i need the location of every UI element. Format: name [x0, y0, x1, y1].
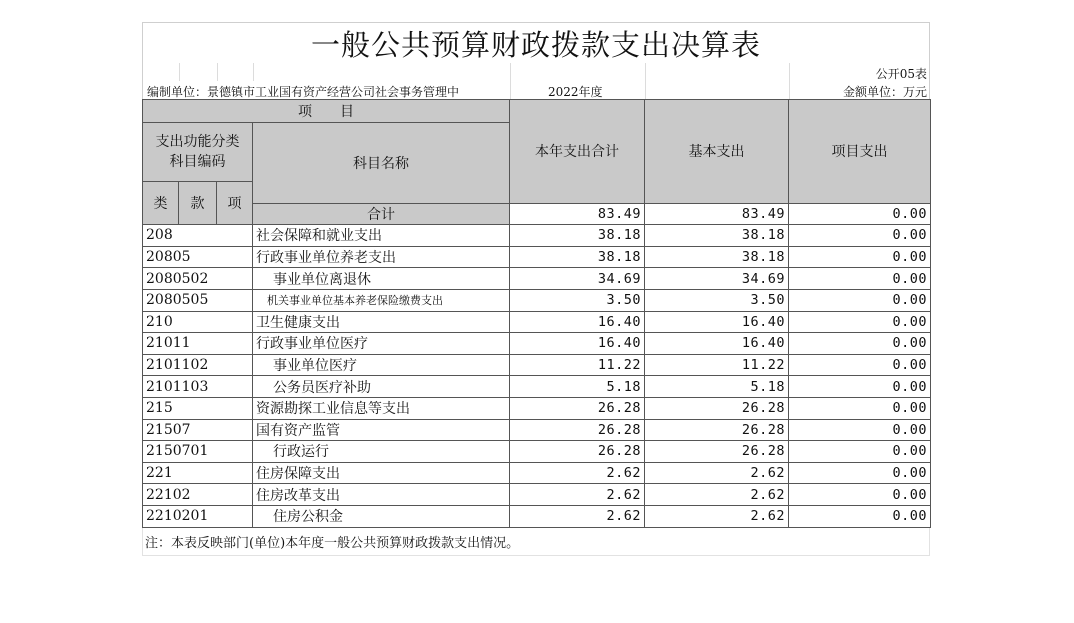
row-project: 0.00: [789, 246, 931, 268]
row-project: 0.00: [789, 268, 931, 290]
row-subject-name: 事业单位离退休: [253, 268, 510, 290]
row-subject-name: 行政运行: [253, 441, 510, 463]
row-code: 21507: [143, 419, 253, 441]
row-total: 26.28: [510, 419, 645, 441]
report-sheet: [142, 22, 930, 556]
row-project: 0.00: [789, 354, 931, 376]
row-basic: 34.69: [645, 268, 789, 290]
col-project-header: 项目支出: [789, 100, 931, 204]
row-total: 26.28: [510, 441, 645, 463]
total-sum: 83.49: [510, 203, 645, 225]
row-code: 21011: [143, 333, 253, 355]
form-code-row: [142, 63, 930, 81]
row-total: 16.40: [510, 333, 645, 355]
row-total: 16.40: [510, 311, 645, 333]
row-basic: 16.40: [645, 333, 789, 355]
total-label: 合计: [253, 203, 510, 225]
row-subject-name: 卫生健康支出: [253, 311, 510, 333]
row-basic: 16.40: [645, 311, 789, 333]
row-total: 2.62: [510, 505, 645, 527]
row-project: 0.00: [789, 333, 931, 355]
row-code: 2210201: [143, 505, 253, 527]
row-total: 26.28: [510, 397, 645, 419]
row-project: 0.00: [789, 505, 931, 527]
row-code: 20805: [143, 246, 253, 268]
row-total: 38.18: [510, 225, 645, 247]
table-row: [143, 268, 931, 290]
row-total: 2.62: [510, 462, 645, 484]
footnote: 注：本表反映部门(单位)本年度一般公共预算财政拨款支出情况。: [142, 528, 930, 556]
lei-header: 类: [143, 182, 179, 225]
table-row: [143, 333, 931, 355]
row-code: 215: [143, 397, 253, 419]
row-subject-name: 机关事业单位基本养老保险缴费支出: [253, 289, 510, 311]
row-total: 5.18: [510, 376, 645, 398]
row-project: 0.00: [789, 419, 931, 441]
total-row: [143, 203, 931, 225]
row-subject-name: 资源勘探工业信息等支出: [253, 397, 510, 419]
table-row: [143, 354, 931, 376]
row-subject-name: 行政事业单位养老支出: [253, 246, 510, 268]
form-code: 公开05表: [875, 67, 927, 81]
row-project: 0.00: [789, 311, 931, 333]
row-code: 210: [143, 311, 253, 333]
report-year: 2022年度: [548, 85, 603, 99]
table-row: [143, 246, 931, 268]
row-basic: 26.28: [645, 397, 789, 419]
row-project: 0.00: [789, 376, 931, 398]
unit-label: 编制单位：景德镇市工业国有资产经营公司社会事务管理中: [147, 85, 460, 99]
col-basic-header: 基本支出: [645, 100, 789, 204]
row-subject-name: 事业单位医疗: [253, 354, 510, 376]
row-subject-name: 住房保障支出: [253, 462, 510, 484]
expenditure-table: [142, 99, 931, 528]
row-subject-name: 住房改革支出: [253, 484, 510, 506]
row-basic: 38.18: [645, 246, 789, 268]
kuan-header: 款: [179, 182, 217, 225]
row-code: 2080505: [143, 289, 253, 311]
row-project: 0.00: [789, 462, 931, 484]
row-basic: 11.22: [645, 354, 789, 376]
row-project: 0.00: [789, 484, 931, 506]
row-subject-name: 行政事业单位医疗: [253, 333, 510, 355]
col-total-header: 本年支出合计: [510, 100, 645, 204]
header-row-project: [143, 100, 931, 123]
row-code: 2080502: [143, 268, 253, 290]
row-total: 34.69: [510, 268, 645, 290]
func-code-header: 支出功能分类 科目编码: [143, 123, 253, 182]
row-basic: 38.18: [645, 225, 789, 247]
subject-name-header: 科目名称: [253, 123, 510, 204]
row-total: 11.22: [510, 354, 645, 376]
row-total: 38.18: [510, 246, 645, 268]
table-row: [143, 441, 931, 463]
table-row: [143, 225, 931, 247]
table-row: [143, 397, 931, 419]
row-code: 2101102: [143, 354, 253, 376]
unit-row: [142, 81, 930, 99]
xiang-header: 项: [217, 182, 253, 225]
project-header: 项 目: [143, 100, 510, 123]
table-row: [143, 462, 931, 484]
row-subject-name: 社会保障和就业支出: [253, 225, 510, 247]
row-total: 2.62: [510, 484, 645, 506]
row-subject-name: 住房公积金: [253, 505, 510, 527]
row-basic: 26.28: [645, 419, 789, 441]
row-subject-name: 国有资产监管: [253, 419, 510, 441]
row-total: 3.50: [510, 289, 645, 311]
row-project: 0.00: [789, 225, 931, 247]
row-code: 208: [143, 225, 253, 247]
table-row: [143, 311, 931, 333]
report-title: 一般公共预算财政拨款支出决算表: [142, 22, 930, 63]
row-code: 22102: [143, 484, 253, 506]
row-basic: 5.18: [645, 376, 789, 398]
row-basic: 2.62: [645, 462, 789, 484]
table-row: [143, 376, 931, 398]
table-row: [143, 484, 931, 506]
table-row: [143, 419, 931, 441]
total-project: 0.00: [789, 203, 931, 225]
row-basic: 26.28: [645, 441, 789, 463]
row-project: 0.00: [789, 397, 931, 419]
row-project: 0.00: [789, 289, 931, 311]
total-basic: 83.49: [645, 203, 789, 225]
row-code: 2101103: [143, 376, 253, 398]
amount-unit: 金额单位：万元: [842, 85, 927, 99]
row-subject-name: 公务员医疗补助: [253, 376, 510, 398]
row-basic: 2.62: [645, 484, 789, 506]
table-row: [143, 505, 931, 527]
table-row: [143, 289, 931, 311]
row-basic: 3.50: [645, 289, 789, 311]
row-code: 221: [143, 462, 253, 484]
row-basic: 2.62: [645, 505, 789, 527]
row-code: 2150701: [143, 441, 253, 463]
row-project: 0.00: [789, 441, 931, 463]
